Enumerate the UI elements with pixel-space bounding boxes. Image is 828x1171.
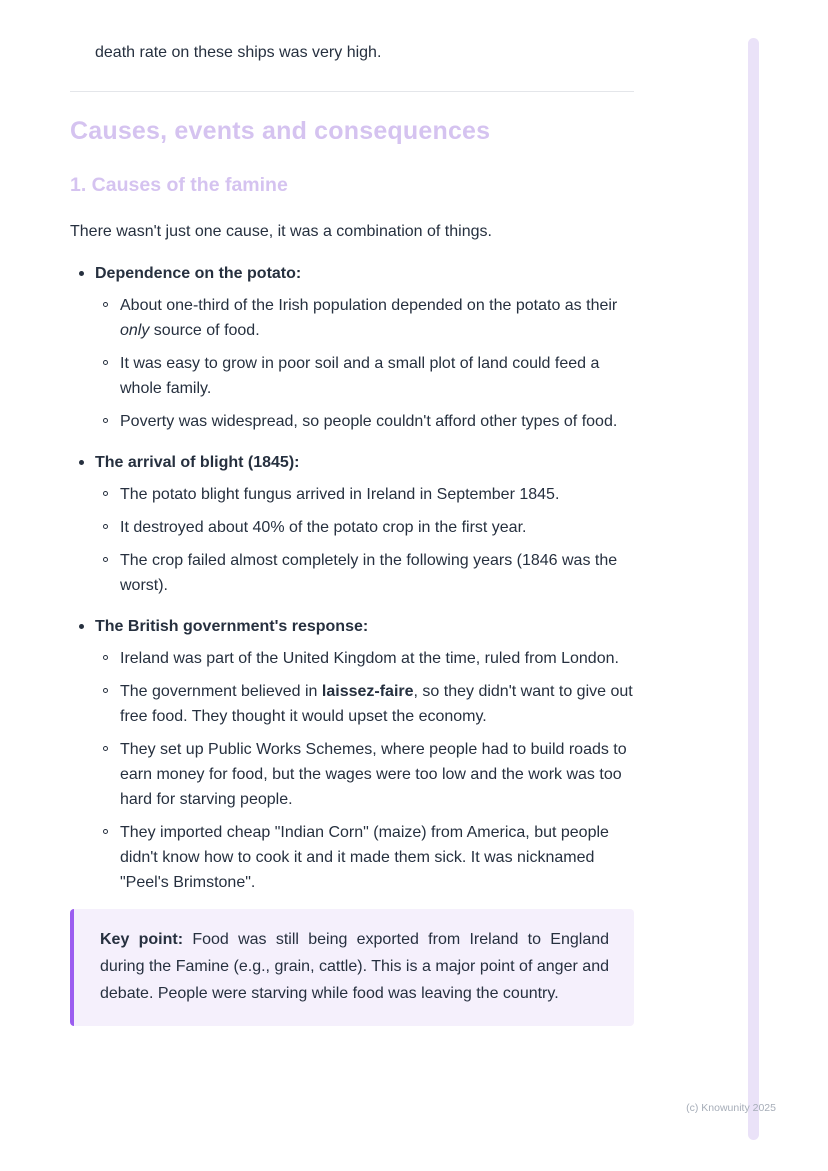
circle-bullet-icon: [103, 491, 108, 496]
list-item: [70, 482, 634, 507]
list-item-text: They set up Public Works Schemes, where people had to build roads to earn money for food, but the wages were too low and the work was too hard for starving people.: [120, 741, 627, 808]
circle-bullet-icon: [103, 524, 108, 529]
list-item-text: About one-third of the Irish population depended on the potato as their only source of food.: [120, 297, 618, 339]
scrollbar-track[interactable]: [748, 38, 759, 1140]
intro-paragraph: There wasn't just one cause, it was a combination of things.: [70, 223, 492, 240]
list-group-title: The arrival of blight (1845):: [70, 450, 634, 475]
list-item: [70, 548, 634, 598]
list-item: [70, 515, 634, 540]
list-item-text: The crop failed almost completely in the following years (1846 was the worst).: [120, 552, 618, 594]
list-item-text: The potato blight fungus arrived in Ireland in September 1845.: [120, 486, 560, 503]
document-content: [70, 0, 634, 1026]
list-item: [70, 293, 634, 343]
copyright-footer: (c) Knowunity 2025: [686, 1102, 776, 1114]
disc-bullet-icon: [79, 460, 84, 465]
list-item: [70, 351, 634, 401]
causes-list: [70, 261, 634, 895]
key-point-text: Key point: Food was still being exported from Ireland to England during the Famine (e.g., grain, cattle). This is a major point of anger and debate. People were starving while food was leaving the country.: [100, 931, 610, 1002]
list-group-title: Dependence on the potato:: [70, 261, 634, 286]
key-point-callout: [70, 909, 634, 1026]
list-item-text: Ireland was part of the United Kingdom at the time, ruled from London.: [120, 650, 619, 667]
list-item-text: Poverty was widespread, so people couldn't afford other types of food.: [120, 413, 618, 430]
disc-bullet-icon: [79, 624, 84, 629]
circle-bullet-icon: [103, 746, 108, 751]
circle-bullet-icon: [103, 688, 108, 693]
list-group: [70, 614, 634, 895]
list-item: [70, 409, 634, 434]
circle-bullet-icon: [103, 418, 108, 423]
list-item-text: The government believed in laissez-faire, so they didn't want to give out free food. They thought it would upset the economy.: [120, 683, 633, 725]
paragraph-fragment: death rate on these ships was very high.: [95, 44, 382, 61]
list-item-text: They imported cheap "Indian Corn" (maize) from America, but people didn't know how to cook it and it made them sick. It was nicknamed "Peel's Brimstone".: [120, 824, 609, 891]
list-item-text: It destroyed about 40% of the potato crop in the first year.: [120, 519, 527, 536]
section-divider: [70, 91, 634, 92]
list-group: [70, 450, 634, 598]
circle-bullet-icon: [103, 360, 108, 365]
list-item: [70, 646, 634, 671]
list-item: [70, 737, 634, 812]
circle-bullet-icon: [103, 302, 108, 307]
list-item: [70, 820, 634, 895]
subsection-title: 1. Causes of the famine: [70, 174, 288, 196]
circle-bullet-icon: [103, 829, 108, 834]
circle-bullet-icon: [103, 557, 108, 562]
circle-bullet-icon: [103, 655, 108, 660]
list-item: [70, 679, 634, 729]
disc-bullet-icon: [79, 271, 84, 276]
section-title: Causes, events and consequences: [70, 117, 491, 145]
list-item-text: It was easy to grow in poor soil and a small plot of land could feed a whole family.: [120, 355, 600, 397]
list-group: [70, 261, 634, 434]
list-group-title: The British government's response:: [70, 614, 634, 639]
